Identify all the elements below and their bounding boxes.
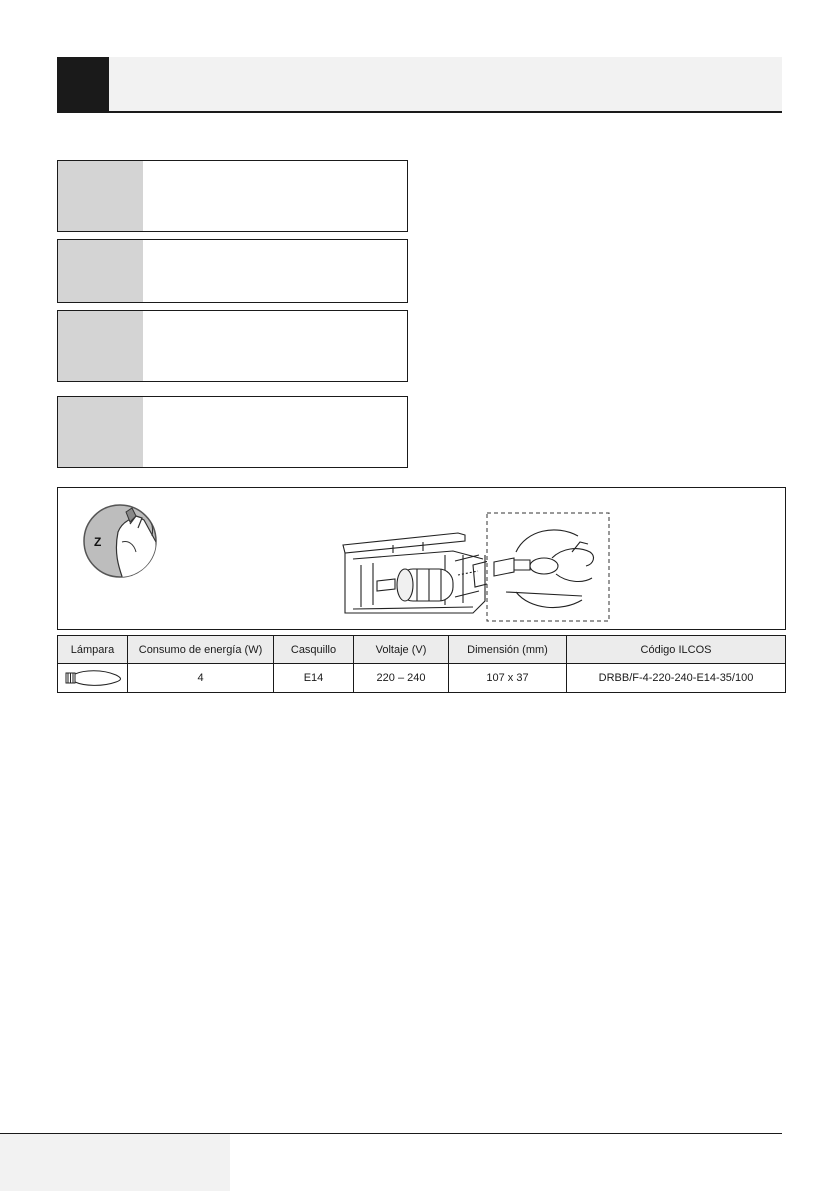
dimension-cell: 107 x 37 <box>449 664 567 693</box>
section-number-block <box>57 57 109 111</box>
voltage-cell: 220 – 240 <box>354 664 449 693</box>
header-ilcos: Código ILCOS <box>567 636 786 664</box>
ilcos-cell: DRBB/F-4-220-240-E14-35/100 <box>567 664 786 693</box>
table-header-row <box>58 636 786 664</box>
note-box-1 <box>57 160 408 232</box>
socket-cell: E14 <box>274 664 354 693</box>
header-dimension: Dimensión (mm) <box>449 636 567 664</box>
lamp-spec-table <box>57 635 786 693</box>
header-socket: Casquillo <box>274 636 354 664</box>
note-box-3 <box>57 310 408 382</box>
header-voltage: Voltaje (V) <box>354 636 449 664</box>
power-cell: 4 <box>128 664 274 693</box>
section-header <box>57 57 782 113</box>
note-box-2 <box>57 239 408 303</box>
candle-bulb-icon <box>62 667 124 689</box>
header-lamp: Lámpara <box>58 636 128 664</box>
note-box-shade <box>58 240 143 302</box>
note-box-shade <box>58 161 143 231</box>
hood-with-fan-illustration <box>333 525 493 625</box>
header-power: Consumo de energía (W) <box>128 636 274 664</box>
callout-letter: Z <box>94 535 102 549</box>
note-box-4 <box>57 396 408 468</box>
table-row <box>58 664 786 693</box>
lamp-replacement-figure <box>57 487 786 630</box>
bulb-removal-detail <box>486 512 610 622</box>
note-box-shade <box>58 311 143 381</box>
hand-press-illustration <box>78 502 162 580</box>
note-box-shade <box>58 397 143 467</box>
footer-panel <box>0 1134 230 1191</box>
lamp-cell <box>58 664 128 693</box>
